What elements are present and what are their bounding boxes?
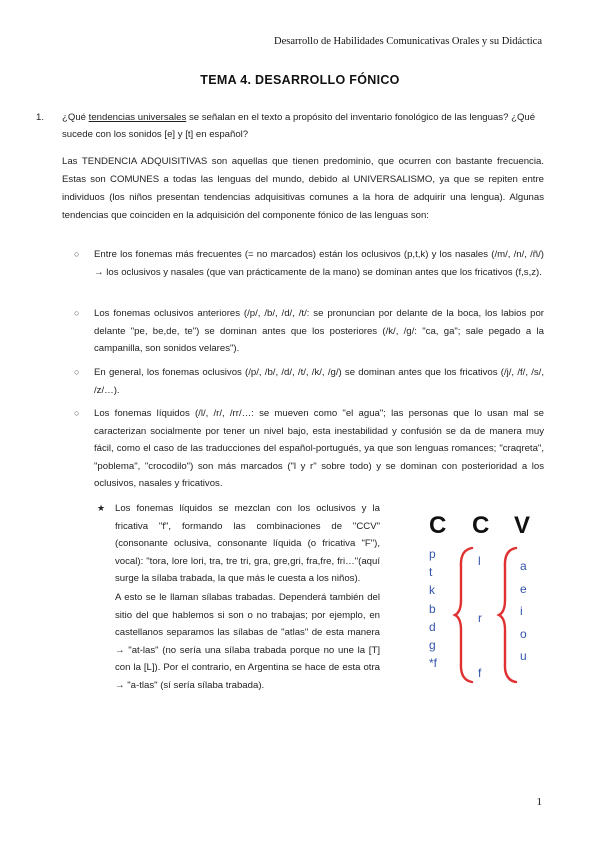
- diagram-liquid-1: l: [478, 554, 481, 568]
- left-brace-icon: [452, 545, 476, 685]
- diagram-column-consonants: p t k b d g *f: [429, 547, 438, 671]
- bullet-circle-icon: ○: [74, 249, 80, 259]
- diagram-column-vowels: a e i o u: [520, 559, 527, 663]
- intro-paragraph: Las TENDENCIA ADQUISITIVAS son aquellas que tienen predominio, que ocurren con bastante frecuencia. Estas son COMUNES a todas las lenguas del mundo, debido al UNIVERSALISMO, ya que se repiten entre individuos (los niños presentan tendencias adquisitivas comunes a la hora de adquirir una lengua). Algunas tendencias que coinciden en la adquisición del componente fónico de las lenguas son:: [62, 156, 544, 221]
- diagram-liquid-3: f: [478, 666, 482, 680]
- question-text: ¿Qué tendencias universales se señalan en el texto a propósito del inventario fonológico de las lenguas? ¿Qué sucede con los sonidos [e] y [t] en español?: [62, 112, 536, 140]
- diagram-header-c2: C: [472, 512, 490, 539]
- star-bullet-icon: ★: [97, 503, 106, 513]
- list-item: ○ En general, los fonemas oclusivos (/p/, /b/, /d/, /t/, /k/, /g/) se dominan antes que los fricativos (/j/, /f/, /s/, /z/…).: [78, 364, 544, 399]
- question-1: [36, 109, 544, 143]
- list-item: ○ Los fonemas líquidos (/l/, /r/, /rr/…: se mueven como "el agua"; las personas que lo usan mal se caracterizan socialmente por tener un nivel bajo, esta inestabilidad y confusión se da de manera muy fácil, como el caso de las traducciones del español-portugués, ya que son lenguas romances; "craqreta", "poblema", "crocodilo") son más marcados ("l y r" sobre todo) y se dominan con posterioridad a los oclusivos, nasales y fricativos.: [78, 405, 544, 493]
- diagram-liquid-2: r: [478, 611, 482, 625]
- underlined-term: tendencias universales: [88, 112, 187, 123]
- question-number: 1.: [36, 112, 45, 123]
- bullet-circle-icon: ○: [74, 308, 80, 318]
- bullet-circle-icon: ○: [74, 408, 80, 418]
- list-item: ○ Entre los fonemas más frecuentes (= no marcados) están los oclusivos (p,t,k) y los nasales (/m/, /n/, /ñ/) → los oclusivos y nasales (que van prácticamente de la mano) se dominan antes que los fricativos (f,s,z).: [78, 246, 544, 281]
- sub-list-item: ★ Los fonemas líquidos se mezclan con los oclusivos y la fricativa "f", formando las combinaciones de "CCV" (consonante oclusiva, consonante líquida (o fricativa "F"), vocal): "tora, lore lori, tra, tre tri, gra, gre,gri, fra,fre, fri…"(aquí surge la sílaba trabada, la que más le cuesta a los niños).: [97, 500, 380, 588]
- sub-paragraph: A esto se le llaman sílabas trabadas. Dependerá también del sitio del que hablemos si son o no trabajas; por ejemplo, en castellanos separamos las sílabas de "atlas" de esta manera → "at-las" (no sería una sílaba trabada porque no une la [T] con la [L]). Por el contrario, en Argentina se hace de esta otra → "a-tlas" (sí sería sílaba trabada).: [115, 592, 380, 691]
- diagram-header-c1: C: [429, 512, 447, 539]
- list-item: ○ Los fonemas oclusivos anteriores (/p/, /b/, /d/, /t/: se pronuncian por delante de la boca, los labios por delante "pe, be,de, te") se dominan antes que los posteriores (/k/, /g/: "ca, ga"; sale pegado a la campanilla, son sonidos velares").: [78, 305, 544, 358]
- page-title: TEMA 4. DESARROLLO FÓNICO: [200, 73, 400, 87]
- page-number: 1: [536, 796, 542, 808]
- bullet-circle-icon: ○: [74, 367, 80, 377]
- page-header: Desarrollo de Habilidades Comunicativas Orales y su Didáctica: [274, 36, 542, 47]
- right-brace-icon: [496, 545, 520, 685]
- diagram-header-v: V: [514, 512, 531, 539]
